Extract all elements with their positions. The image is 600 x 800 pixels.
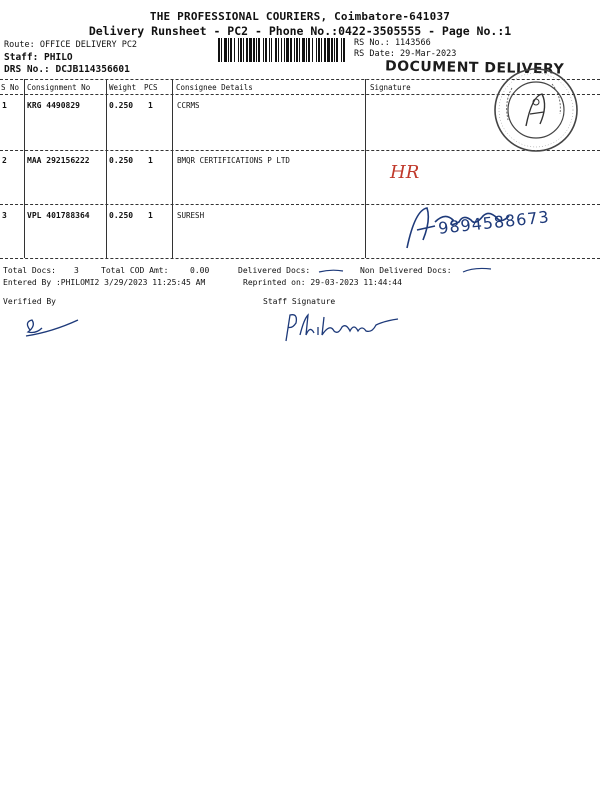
col-divider [172, 79, 173, 258]
row2-sno: 2 [2, 156, 7, 165]
staff-signature-label: Staff Signature [263, 297, 336, 306]
rs-date: RS Date: 29-Mar-2023 [354, 49, 457, 59]
document-delivery-stamp: DOCUMENT DELIVERY [384, 58, 565, 78]
row3-handwritten-phone: 9894588673 [437, 207, 551, 238]
row2-consignee: BMQR CERTIFICATIONS P LTD [177, 156, 290, 165]
route-label: Route: OFFICE DELIVERY PC2 [4, 40, 138, 50]
col-header-pcs: PCS [144, 83, 158, 92]
row3-pcs: 1 [148, 211, 153, 220]
verified-by-signature [22, 308, 82, 338]
verified-by-label: Verified By [3, 297, 56, 306]
cod-value: 0.00 [190, 266, 210, 275]
runsheet-title: Delivery Runsheet - PC2 - Phone No.:0422-3505555 - Page No.:1 [88, 24, 512, 38]
row3-weight: 0.250 [109, 211, 134, 220]
entered-by: Entered By :PHILOMI2 3/29/2023 11:25:45 AM [3, 278, 206, 287]
row1-pcs: 1 [148, 101, 153, 110]
non-delivered-docs-mark [462, 266, 492, 274]
row3-sno: 3 [2, 211, 7, 220]
total-docs-value: 3 [74, 266, 79, 275]
row2-pcs: 1 [148, 156, 153, 165]
cod-label: Total COD Amt: [101, 266, 169, 275]
row3-consignment: VPL 401788364 [27, 211, 90, 220]
row1-consignment: KRG 4490829 [27, 101, 80, 110]
row3-consignee: SURESH [177, 211, 205, 220]
col-divider [365, 79, 366, 258]
staff-signature [280, 305, 400, 345]
office-seal-stamp [492, 66, 580, 154]
company-title: THE PROFESSIONAL COURIERS, Coimbatore-641037 [149, 10, 451, 23]
row1-consignee: CCRMS [177, 101, 200, 110]
barcode [218, 38, 348, 62]
reprinted-on: Reprinted on: 29-03-2023 11:44:44 [243, 278, 402, 287]
row1-weight: 0.250 [109, 101, 134, 110]
rs-number: RS No.: 1143566 [354, 38, 431, 48]
row1-sno: 1 [2, 101, 7, 110]
row2-handwritten-note: HR [390, 162, 420, 183]
col-header-signature: Signature [370, 83, 411, 92]
staff-label: Staff: PHILO [4, 52, 73, 63]
col-header-consignment: Consignment No [27, 83, 91, 92]
delivered-docs-mark [318, 268, 344, 274]
col-header-consignee: Consignee Details [176, 83, 253, 92]
row2-weight: 0.250 [109, 156, 134, 165]
drs-number: DRS No.: DCJB114356601 [4, 64, 130, 75]
col-header-sno: S No [1, 83, 20, 92]
total-docs-label: Total Docs: [3, 266, 56, 275]
table-bottom-rule [0, 258, 600, 259]
non-delivered-docs-label: Non Delivered Docs: [360, 266, 452, 275]
col-divider [24, 79, 25, 258]
col-divider [106, 79, 107, 258]
delivered-docs-label: Delivered Docs: [238, 266, 311, 275]
col-header-weight: Weight [109, 83, 137, 92]
row2-consignment: MAA 292156222 [27, 156, 90, 165]
